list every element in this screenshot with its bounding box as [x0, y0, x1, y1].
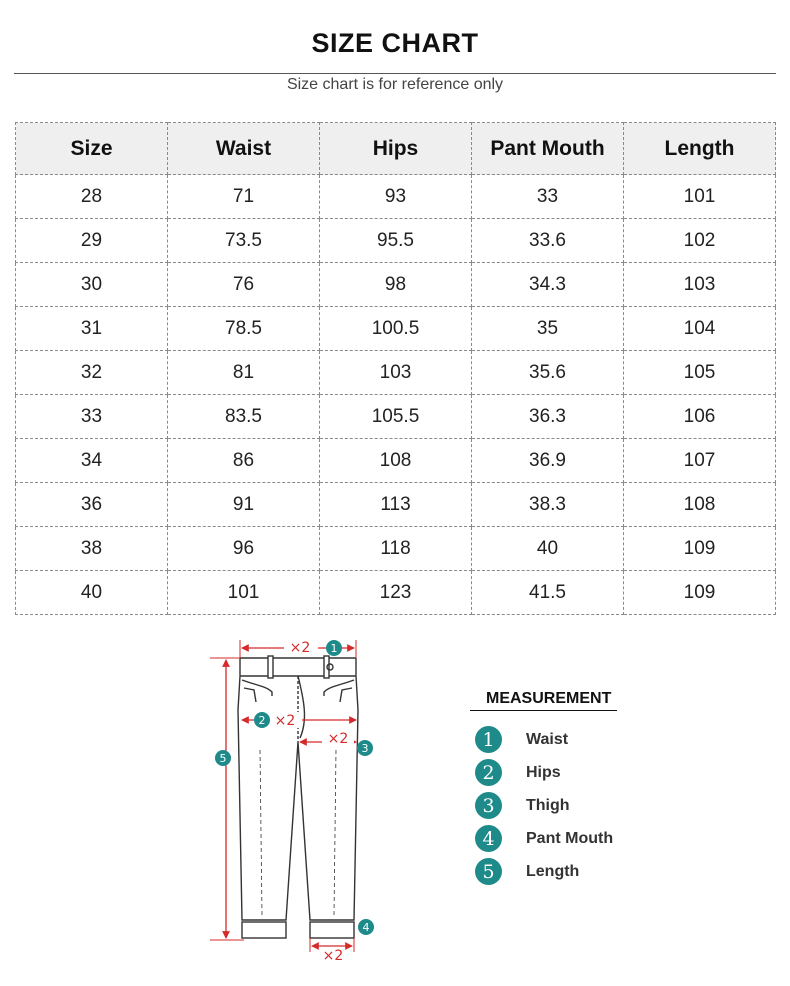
column-header-size: Size: [16, 123, 168, 175]
table-row: [16, 263, 776, 307]
legend-label: Length: [526, 862, 580, 880]
marker-4-number: 4: [362, 921, 370, 934]
table-cell: 108: [624, 483, 776, 527]
table-cell: 36: [16, 483, 168, 527]
table-cell: 109: [624, 527, 776, 571]
pants-measurement-diagram: [200, 630, 390, 970]
column-header-pant-mouth: Pant Mouth: [472, 123, 624, 175]
table-cell: 86: [168, 439, 320, 483]
table-cell: 103: [624, 263, 776, 307]
table-cell: 109: [624, 571, 776, 615]
number-4-badge-icon: 4: [475, 825, 502, 852]
size-table: [15, 122, 776, 615]
table-cell: 71: [168, 175, 320, 219]
page-title: SIZE CHART: [311, 28, 479, 58]
marker-1-number: 1: [330, 642, 338, 655]
table-cell: 29: [16, 219, 168, 263]
table-row: [16, 483, 776, 527]
table-cell: 103: [320, 351, 472, 395]
table-cell: 36.3: [472, 395, 624, 439]
hips-multiplier: ×2: [274, 713, 296, 729]
number-2-badge-icon: 2: [475, 759, 502, 786]
table-cell: 36.9: [472, 439, 624, 483]
table-cell: 118: [320, 527, 472, 571]
table-cell: 113: [320, 483, 472, 527]
column-header-hips: Hips: [320, 123, 472, 175]
marker-3-number: 3: [361, 742, 369, 755]
table-cell: 34: [16, 439, 168, 483]
table-cell: 28: [16, 175, 168, 219]
table-row: [16, 439, 776, 483]
table-cell: 102: [624, 219, 776, 263]
table-cell: 33: [16, 395, 168, 439]
thigh-multiplier: ×2: [327, 731, 349, 747]
marker-2-number: 2: [258, 714, 266, 727]
table-row: [16, 571, 776, 615]
table-row: [16, 175, 776, 219]
table-cell: 33.6: [472, 219, 624, 263]
column-header-length: Length: [624, 123, 776, 175]
table-cell: 81: [168, 351, 320, 395]
table-cell: 35.6: [472, 351, 624, 395]
table-cell: 106: [624, 395, 776, 439]
table-cell: 34.3: [472, 263, 624, 307]
table-cell: 78.5: [168, 307, 320, 351]
legend-item-waist: [470, 723, 670, 756]
table-cell: 40: [472, 527, 624, 571]
table-row: [16, 307, 776, 351]
table-cell: 101: [624, 175, 776, 219]
legend-label: Hips: [526, 763, 561, 781]
table-cell: 107: [624, 439, 776, 483]
legend-list: [470, 723, 670, 888]
number-1-badge-icon: 1: [475, 726, 502, 753]
legend-label: Thigh: [526, 796, 570, 814]
table-cell: 123: [320, 571, 472, 615]
table-cell: 31: [16, 307, 168, 351]
table-header-row: [16, 123, 776, 175]
table-row: [16, 219, 776, 263]
table-cell: 96: [168, 527, 320, 571]
table-cell: 76: [168, 263, 320, 307]
table-row: [16, 395, 776, 439]
pant-mouth-multiplier: ×2: [322, 948, 344, 964]
table-cell: 41.5: [472, 571, 624, 615]
table-cell: 101: [168, 571, 320, 615]
table-cell: 105: [624, 351, 776, 395]
table-cell: 105.5: [320, 395, 472, 439]
page-subtitle: Size chart is for reference only: [286, 76, 504, 93]
marker-5-number: 5: [219, 752, 227, 765]
pants-outline-icon: [238, 656, 358, 938]
legend-item-thigh: [470, 789, 670, 822]
table-cell: 32: [16, 351, 168, 395]
table-cell: 83.5: [168, 395, 320, 439]
legend-item-pant-mouth: [470, 822, 670, 855]
table-cell: 91: [168, 483, 320, 527]
waist-multiplier: ×2: [289, 640, 311, 656]
table-cell: 100.5: [320, 307, 472, 351]
table-row: [16, 527, 776, 571]
legend-title: MEASUREMENT: [470, 690, 617, 711]
number-3-badge-icon: 3: [475, 792, 502, 819]
column-header-waist: Waist: [168, 123, 320, 175]
table-cell: 40: [16, 571, 168, 615]
legend-item-hips: [470, 756, 670, 789]
title-divider: [14, 73, 776, 74]
table-cell: 38: [16, 527, 168, 571]
table-cell: 108: [320, 439, 472, 483]
table-cell: 73.5: [168, 219, 320, 263]
table-cell: 104: [624, 307, 776, 351]
legend-label: Pant Mouth: [526, 829, 614, 847]
table-cell: 98: [320, 263, 472, 307]
table-cell: 38.3: [472, 483, 624, 527]
table-cell: 33: [472, 175, 624, 219]
table-cell: 35: [472, 307, 624, 351]
table-cell: 30: [16, 263, 168, 307]
legend-item-length: [470, 855, 670, 888]
table-cell: 95.5: [320, 219, 472, 263]
table-cell: 93: [320, 175, 472, 219]
measurement-legend: [470, 690, 670, 888]
legend-label: Waist: [526, 730, 569, 748]
number-5-badge-icon: 5: [475, 858, 502, 885]
table-row: [16, 351, 776, 395]
